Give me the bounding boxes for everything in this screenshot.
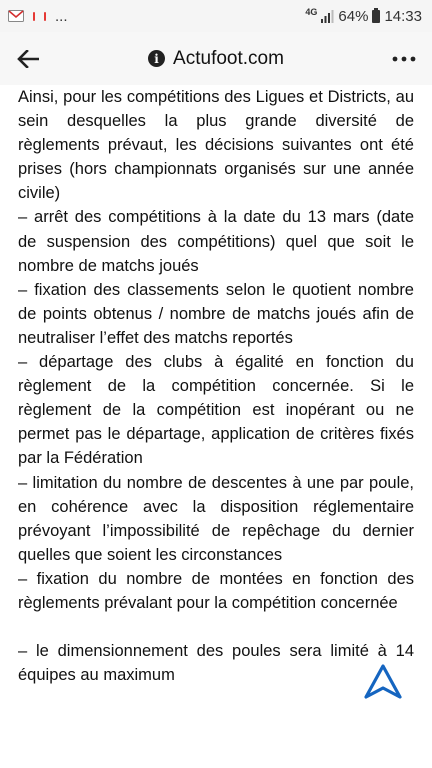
battery-icon xyxy=(372,10,380,23)
battery-percent: 64% xyxy=(338,7,369,25)
network-type-label: 4G xyxy=(305,6,318,17)
article-paragraph: – limitation du nombre de descentes à une par poule, en cohérence avec la disposition réglementaire prévoyant l’impossibilité de repêchage du dernier quelles que soient les circonstances xyxy=(18,473,414,564)
gmail-icon xyxy=(8,10,24,22)
more-options-button[interactable] xyxy=(376,32,432,85)
article-paragraph: – départage des clubs à égalité en fonction du règlement de la compétition concernée. Si le règlement de la compétition est inopérant ou ne permet pas le départage, application de critères fixés par la Fédération xyxy=(18,353,414,468)
article-paragraph: – le dimensionnement des poules sera limité à 14 équipes au maximum xyxy=(18,642,414,685)
back-arrow-icon xyxy=(17,50,39,68)
scroll-up-chevron-icon xyxy=(362,661,404,703)
page-title-area[interactable] xyxy=(56,48,376,70)
article-paragraph: – arrêt des compétitions à la date du 13 mars (date de suspension des compétitions) quel que soit le nombre de matchs joués xyxy=(18,208,414,275)
browser-toolbar xyxy=(0,32,432,85)
scroll-to-top-button[interactable] xyxy=(362,661,404,703)
article-paragraph: Ainsi, pour les compétitions des Ligues et Districts, au sein desquelles la plus grande diversité de règlements prévaut, les décisions suivantes ont été prises (hors championnats organisés sur une année civile) xyxy=(18,88,414,203)
site-title: Actufoot.com xyxy=(173,47,284,69)
notification-area xyxy=(0,8,68,25)
more-options-icon xyxy=(392,56,416,62)
system-indicators xyxy=(305,8,432,25)
back-button[interactable] xyxy=(0,32,56,85)
info-icon[interactable]: i xyxy=(148,50,165,67)
status-bar xyxy=(0,0,432,32)
notification-icon xyxy=(44,12,46,21)
article-paragraph: – fixation des classements selon le quotient nombre de points obtenus / nombre de matchs joués afin de neutraliser l’effet des matchs reportés xyxy=(18,280,414,347)
signal-icon xyxy=(321,10,334,23)
article-body xyxy=(18,85,414,687)
article-paragraph: – fixation du nombre de montées en fonction des règlements prévalant pour la compétition concernée xyxy=(18,569,414,612)
notification-icon xyxy=(33,12,35,21)
more-notifications-indicator: ... xyxy=(55,7,68,25)
clock: 14:33 xyxy=(384,7,422,25)
